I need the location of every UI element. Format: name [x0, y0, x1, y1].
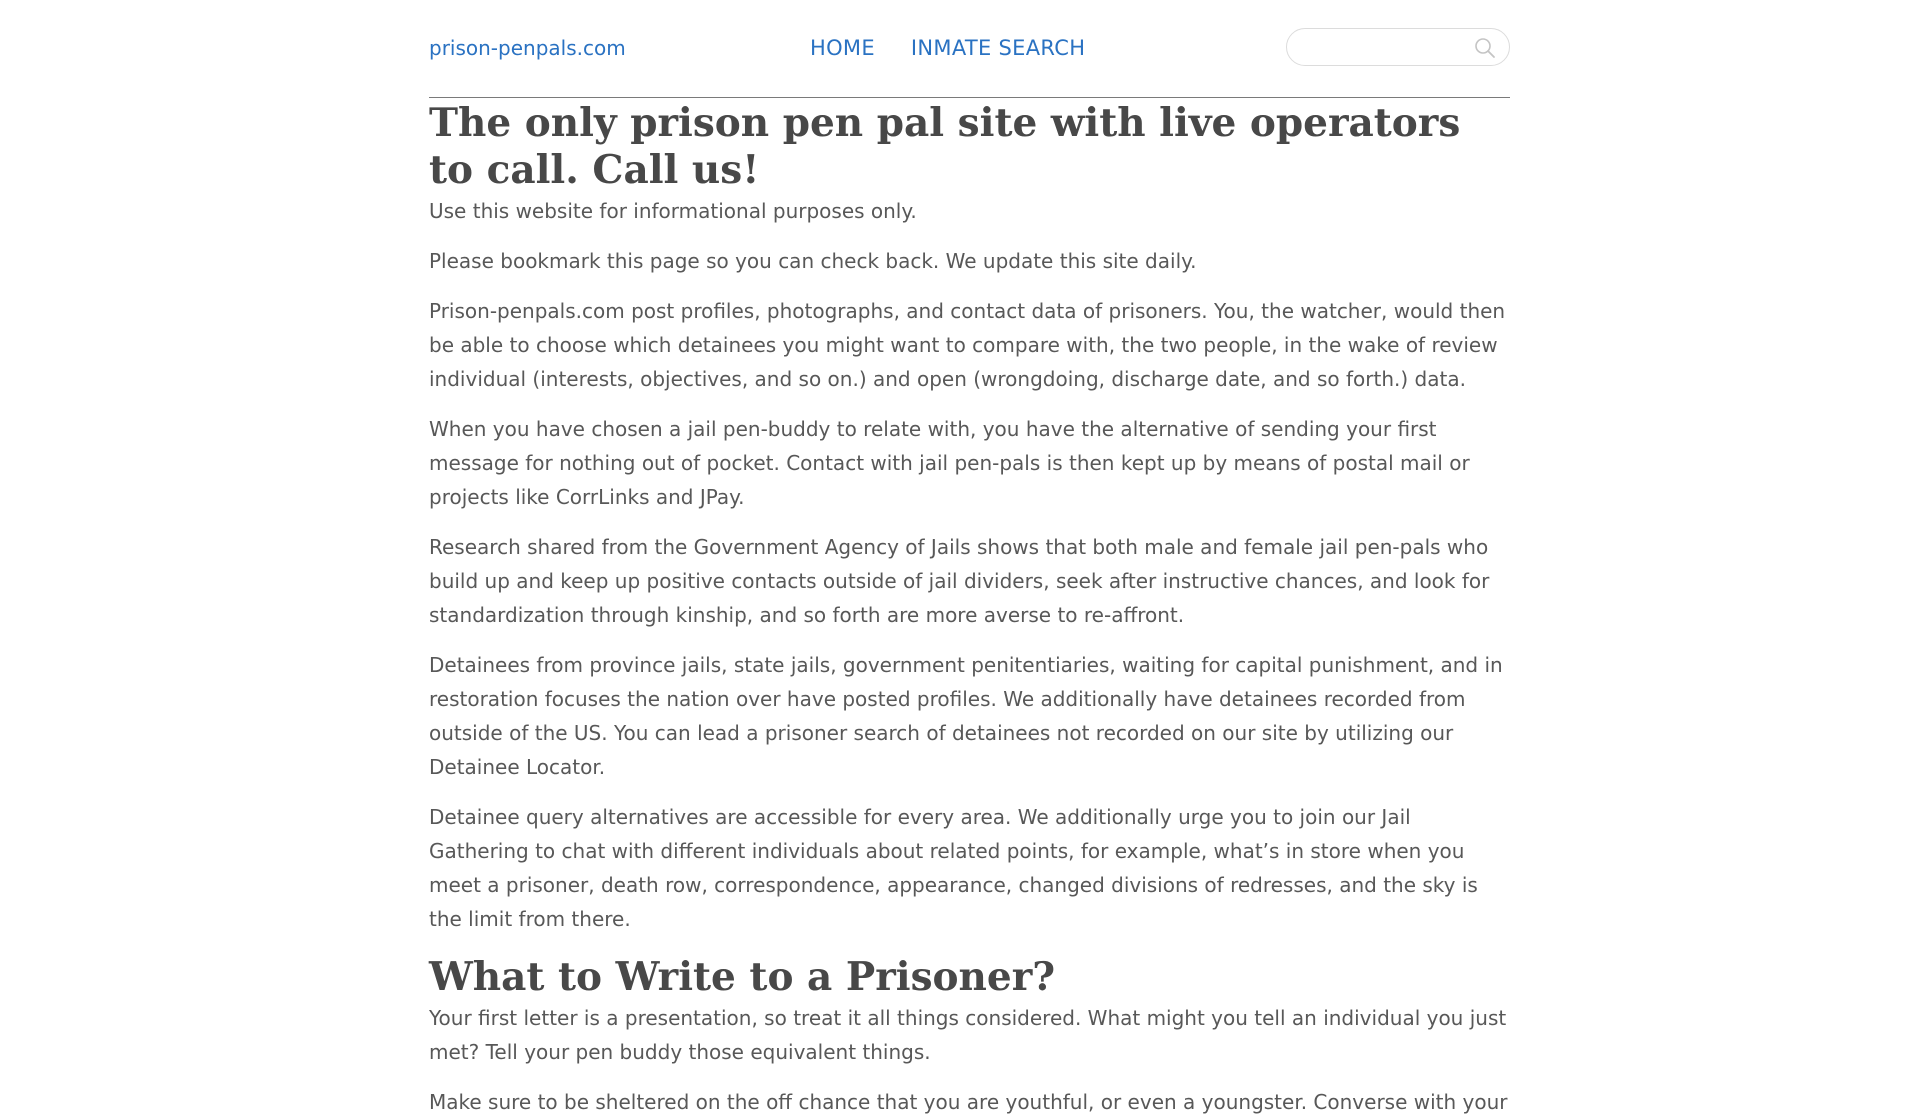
section-heading: What to Write to a Prisoner? [429, 954, 1056, 1000]
paragraph: Detainee query alternatives are accessible for every area. We additionally urge you to join our Jail Gathering to chat with different individuals about related points, for example, what’s in store when you meet a prisoner, death row, correspondence, appearance, changed divisions of redresses, and the sky is the limit from there. [429, 805, 1478, 931]
paragraph: Make sure to be sheltered on the off chance that you are youthful, or even a youngster. Converse with your [429, 1090, 1508, 1114]
paragraph: Prison-penpals.com post profiles, photographs, and contact data of prisoners. You, the watcher, would then be able to choose which detainees you might want to compare with, the two people, in the wake of review individual (interests, objectives, and so on.) and open (wrongdoing, discharge date, and so forth.) data. [429, 299, 1506, 391]
paragraph: Use this website for informational purposes only. [429, 199, 917, 223]
main-nav [810, 34, 1085, 62]
site-header [429, 0, 1510, 98]
paragraph: Research shared from the Government Agency of Jails shows that both male and female jail pen-pals who build up and keep up positive contacts outside of jail dividers, seek after instructive chances, and look for standardization through kinship, and so forth are more averse to re-affront. [429, 535, 1490, 627]
paragraph: Your first letter is a presentation, so treat it all things considered. What might you tell an individual you just met? Tell your pen buddy those equivalent things. [429, 1006, 1507, 1064]
page [429, 0, 1510, 1119]
main-content [429, 98, 1510, 1119]
search-box [1286, 28, 1510, 66]
search-input[interactable] [1301, 35, 1465, 61]
paragraph: Detainees from province jails, state jails, government penitentiaries, waiting for capital punishment, and in restoration focuses the nation over have posted profiles. We additionally have detainees recorded from outside of the US. You can lead a prisoner search of detainees not recorded on our site by utilizing our Detainee Locator. [429, 653, 1503, 779]
paragraph: Please bookmark this page so you can check back. We update this site daily. [429, 249, 1197, 273]
nav-home-link[interactable]: HOME [810, 36, 875, 60]
search-icon[interactable] [1473, 36, 1497, 60]
site-logo-link[interactable]: prison-penpals.com [429, 36, 626, 60]
page-headline: The only prison pen pal site with live operators to call. Call us! [429, 100, 1461, 193]
paragraph: When you have chosen a jail pen-buddy to relate with, you have the alternative of sending your first message for nothing out of pocket. Contact with jail pen-pals is then kept up by means of postal mail or projects like CorrLinks and JPay. [429, 417, 1470, 509]
nav-inmate-search-link[interactable]: INMATE SEARCH [910, 36, 1086, 60]
